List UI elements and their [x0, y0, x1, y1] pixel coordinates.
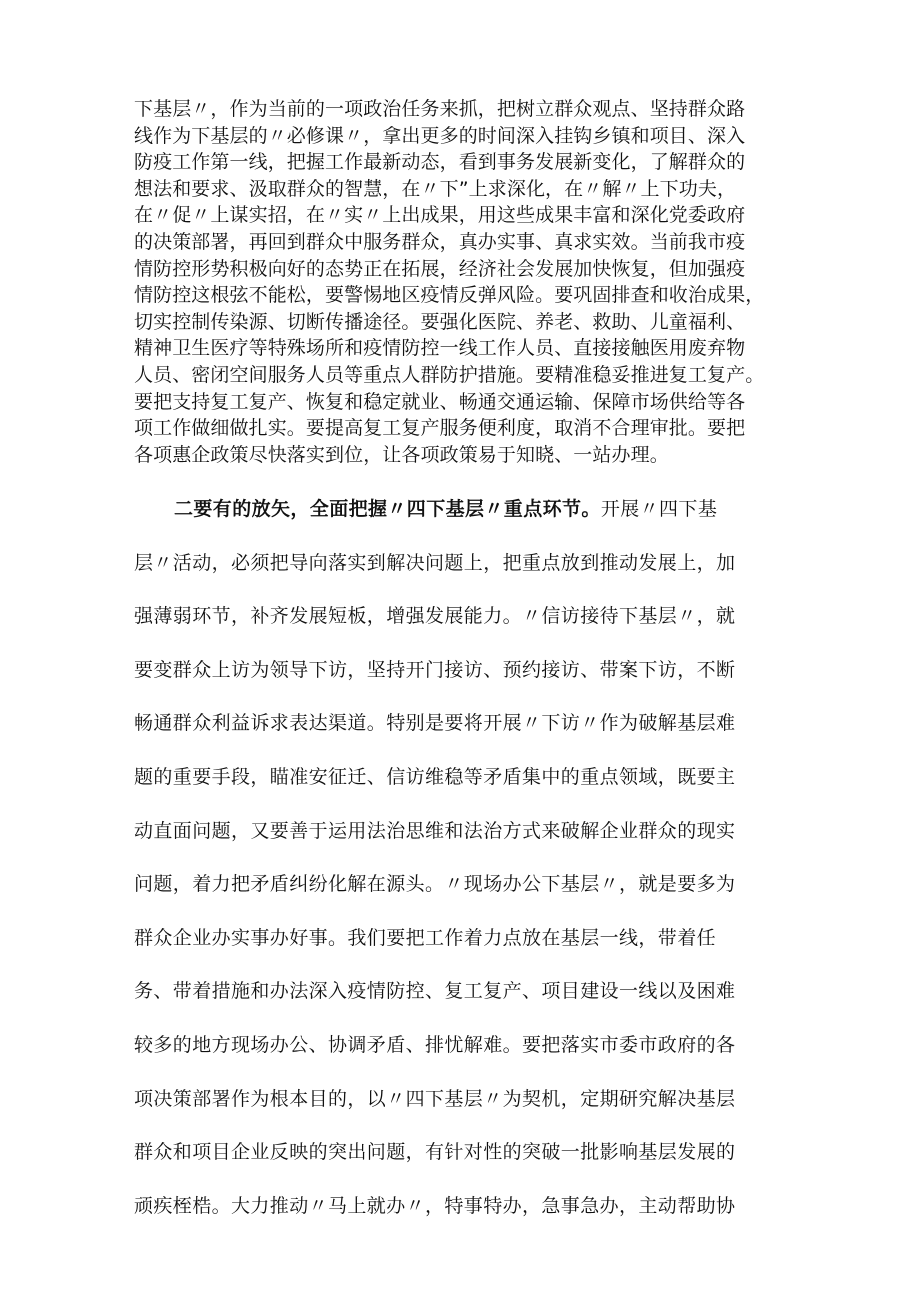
text-line: 想法和要求、汲取群众的智慧，在〃下”上求深化，在〃解〃上下功夫，	[134, 177, 737, 200]
text-line: 人员、密闭空间服务人员等重点人群防护措施。要精准稳妥推进复工复产。	[134, 363, 765, 386]
text-line: 情防控形势积极向好的态势正在拓展，经济社会发展加快恢复，但加强疫	[134, 257, 746, 280]
text-line: 畅通群众利益诉求表达渠道。特别是要将开展〃下访〃作为破解基层难	[134, 712, 736, 735]
text-line: 精神卫生医疗等特殊场所和疫情防控一线工作人员、直接接触医用废弃物	[134, 337, 746, 360]
text-line: 顽疾桎梏。大力推动〃马上就办〃，特事特办，急事急办，主动帮助协	[134, 1194, 736, 1217]
paragraph-2	[134, 483, 814, 1233]
text-line: 防疫工作第一线，把握工作最新动态，看到事务发展新变化，了解群众的	[134, 151, 746, 174]
section-heading: 二要有的放矢，全面把握〃四下基层〃重点环节。	[174, 498, 601, 520]
text-line: 层〃活动，必须把导向落实到解决问题上，把重点放到推动发展上，加	[134, 551, 736, 574]
text-line: 要变群众上访为领导下访，坚持开门接访、预约接访、带案下访，不断	[134, 658, 736, 681]
text-line: 在〃促〃上谋实招，在〃实〃上出成果，用这些成果丰富和深化党委政府	[134, 204, 746, 227]
text-span: 开展〃四下基	[600, 498, 718, 520]
text-line: 强薄弱环节，补齐发展短板，增强发展能力。〃信访接待下基层〃，就	[134, 605, 736, 628]
text-line: 下基层〃，作为当前的一项政治任务来抓，把树立群众观点、坚持群众路	[134, 98, 746, 120]
text-line: 群众和项目企业反映的突出问题，有针对性的突破一批影响基层发展的	[134, 1141, 736, 1164]
text-line: 各项惠企政策尽快落实到位，让各项政策易于知晓、一站办理。	[134, 443, 669, 466]
text-line: 群众企业办实事办好事。我们要把工作着力点放在基层一线，带着任	[134, 926, 717, 949]
paragraph-2-first-line	[134, 483, 814, 537]
paragraph-1	[134, 96, 814, 468]
text-line: 线作为下基层的〃必修课〃，拿出更多的时间深入挂钩乡镇和项目、深入	[134, 124, 746, 147]
text-line: 的决策部署，再回到群众中服务群众，真办实事、真求实效。当前我市疫	[134, 230, 746, 253]
text-line: 题的重要手段，瞄准安征迁、信访维稳等矛盾集中的重点领域，既要主	[134, 765, 736, 788]
text-line: 要把支持复工复产、恢复和稳定就业、畅通交通运输、保障市场供给等各	[134, 390, 746, 413]
text-line: 务、带着措施和办法深入疫情防控、复工复产、项目建设一线以及困难	[134, 980, 736, 1003]
text-line: 动直面问题，又要善于运用法治思维和法治方式来破解企业群众的现实	[134, 819, 736, 842]
text-line: 情防控这根弦不能松，要警惕地区疫情反弹风险。要巩固排查和收治成果，	[134, 284, 765, 307]
text-line: 项工作做细做扎实。要提高复工复产服务便利度，取消不合理审批。要把	[134, 417, 746, 440]
text-line: 切实控制传染源、切断传播途径。要强化医院、养老、救助、儿童福利、	[134, 310, 746, 333]
text-line: 较多的地方现场办公、协调矛盾、排忧解难。要把落实市委市政府的各	[134, 1033, 736, 1056]
text-line: 项决策部署作为根本目的，以〃四下基层〃为契机，定期研究解决基层	[134, 1087, 736, 1110]
text-line: 问题，着力把矛盾纠纷化解在源头。〃现场办公下基层〃，就是要多为	[134, 873, 736, 896]
